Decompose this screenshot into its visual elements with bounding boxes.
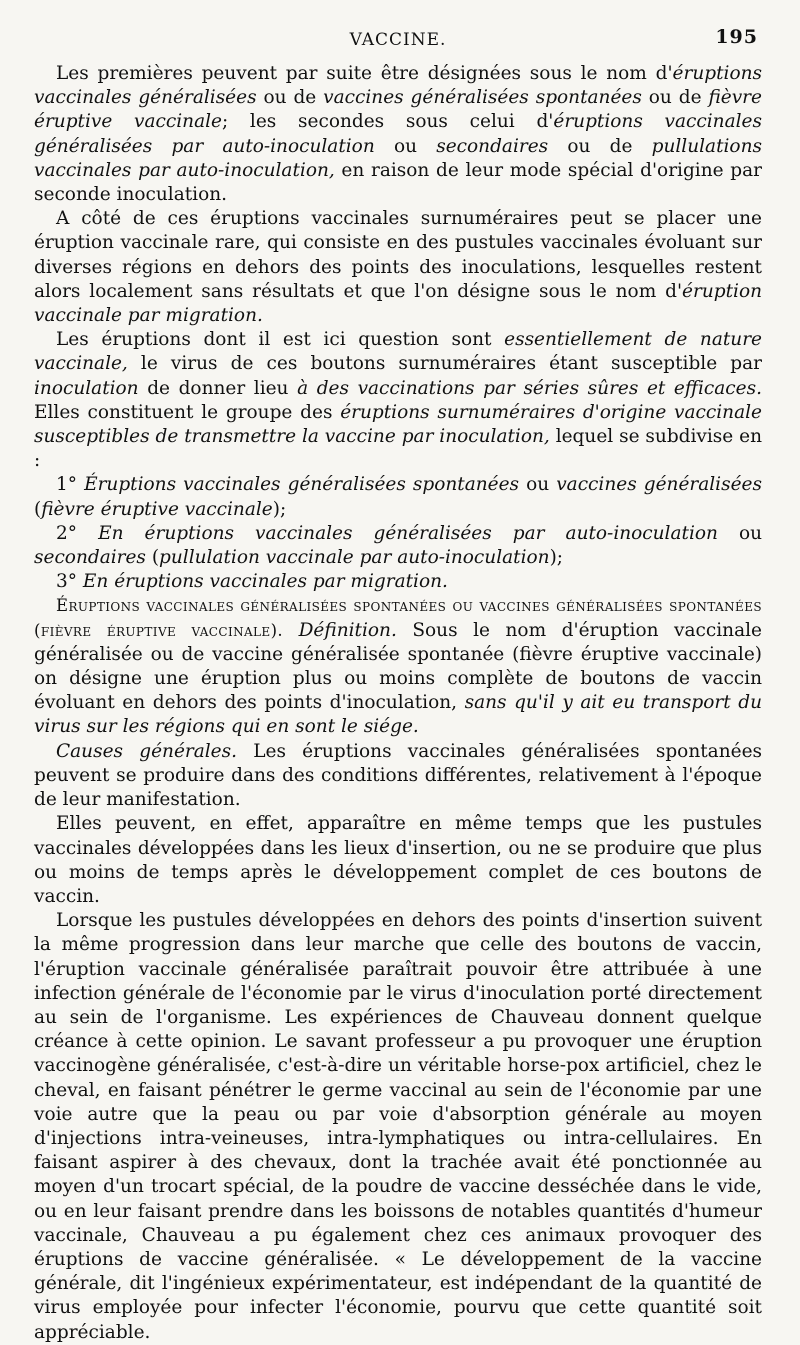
italic-text: vaccines généralisées spontanées	[323, 87, 642, 109]
section-heading-text: Éruptions vaccinales généralisées spontanées ou vaccines généralisées spontanées (fièvre éruptive vaccinale).	[34, 596, 762, 640]
paragraph	[34, 909, 762, 1345]
text-run: 1°	[56, 474, 85, 496]
italic-text: vaccines généralisées	[556, 474, 762, 496]
italic-text: inoculation	[34, 377, 139, 399]
text-run: );	[272, 498, 287, 520]
text-run: Elles peuvent, en effet, apparaître en même temps que les pustules vaccinales développées dans les lieux d'insertion, ou ne se produire que plus ou moins de temps après le développement complet de ces boutons de vaccin.	[34, 813, 762, 907]
italic-text: pullulation vaccinale par auto-inoculation	[159, 547, 550, 569]
text-run: Elles constituent le groupe des	[34, 401, 341, 423]
text-run: (	[145, 547, 160, 569]
italic-text: Éruptions vaccinales généralisées spontanées	[84, 474, 520, 496]
italic-text: éruptions surnuméraires d'origine vaccinale susceptibles de transmettre la vaccine par inoculation,	[34, 401, 762, 448]
text-run: A côté de ces éruptions vaccinales surnuméraires peut se placer une éruption vaccinale rare, qui consiste en des pustules vaccinales évoluant sur diverses régions en dehors des points des inoculations, lesquelles restent alors localement sans résultats et que l'on désigne sous le nom d'	[34, 208, 762, 302]
italic-text: Définition.	[298, 619, 397, 641]
paragraph	[34, 62, 762, 207]
italic-text: éruptions vaccinales généralisées	[34, 63, 762, 109]
italic-text: En éruptions vaccinales par migration.	[82, 571, 448, 593]
italic-text: fièvre éruptive vaccinale	[41, 498, 273, 520]
italic-text: secondaires	[34, 547, 146, 569]
italic-text: secondaires	[436, 135, 549, 157]
text-run	[283, 620, 299, 641]
text-run: Lorsque les pustules développées en dehors des points d'insertion suivent la même progression dans leur marche que celle des boutons de vaccin, l'éruption vaccinale généralisée paraîtrait pouvoir être attribuée à une infection générale de l'économie par le virus d'inoculation porté directement au sein de l'organisme. Les expériences de Chauveau donnent quelque créance à cette opinion. Le savant professeur a pu provoquer une éruption vaccinogène généralisée, c'est-à-dire un véritable horse-pox artificiel, chez le cheval, en faisant pénétrer le germe vaccinal au sein de l'économie par une voie autre que la peau ou par voie d'absorption générale au moyen d'injections intra-veineuses, intra-lymphatiques ou intra-cellulaires. En faisant aspirer à des chevaux, dont la trachée avait été ponctionnée au moyen d'un trocart spécial, de la poudre de vaccine desséchée dans le vide, ou en leur faisant prendre dans les boissons de notables quantités d'humeur vaccinale, Chauveau a pu également chez ces animaux provoquer des éruptions de vaccine généralisée. « Le développement de la vaccine générale, dit l'ingénieux expérimentateur, est indépendant de la quantité de virus employée pour infecter l'économie, pourvu que cette quantité soit appréciable.	[34, 910, 762, 1343]
running-head	[34, 26, 762, 62]
paragraph	[34, 812, 762, 909]
text-run: en raison de leur mode spécial d'origine par seconde inoculation.	[34, 159, 762, 206]
text-run: ou de	[641, 87, 709, 109]
italic-text: essentiellement de nature vaccinale,	[34, 329, 763, 375]
italic-text: à des vaccinations par séries sûres et efficaces.	[297, 377, 762, 399]
text-run: ou	[519, 474, 557, 496]
italic-text: fièvre éruptive vaccinale	[34, 87, 762, 133]
italic-text: Causes générales.	[56, 740, 238, 762]
italic-text: éruption vaccinale par migration.	[34, 280, 762, 327]
text-run: Les éruptions dont il est ici question sont	[56, 329, 505, 351]
italic-text: sans qu'il y ait eu transport du virus sur les régions qui en sont le siége.	[34, 692, 762, 738]
running-title: VACCINE.	[349, 30, 447, 50]
text-run: ou de	[256, 87, 324, 109]
text-run: Sous le nom d'éruption vaccinale généralisée ou de vaccine généralisée spontanée (fièvre éruptive vaccinale) on désigne une éruption plus ou moins complète de boutons de vaccin évoluant en dehors des points d'inoculation,	[34, 619, 762, 714]
italic-text: pullulations vaccinales par auto-inoculation,	[34, 135, 762, 181]
text-run: ou	[374, 135, 437, 157]
italic-text: En éruptions vaccinales généralisées par auto-inoculation	[98, 522, 718, 544]
text-run: ou de	[548, 135, 652, 157]
text-run: );	[549, 547, 564, 569]
italic-text: éruptions vaccinales généralisées par auto-inoculation	[34, 111, 762, 157]
body-text	[34, 62, 762, 1345]
text-run: (	[34, 498, 42, 520]
text-run: ; les secondes sous celui d'	[221, 111, 554, 133]
paragraph	[34, 740, 762, 813]
text-run: Les éruptions vaccinales généralisées spontanées peuvent se produire dans des conditions différentes, relativement à l'époque de leur manifestation.	[34, 740, 763, 811]
list-item-paragraph	[34, 570, 762, 594]
list-item-paragraph	[34, 522, 762, 570]
text-run: Les premières peuvent par suite être désignées sous le nom d'	[56, 63, 673, 84]
paragraph	[34, 328, 762, 473]
text-run: ou	[717, 522, 763, 544]
text-run: le virus de ces boutons surnuméraires étant susceptible par	[127, 353, 762, 375]
text-run: 3°	[56, 571, 83, 593]
text-run: 2°	[56, 522, 99, 544]
paragraph	[34, 594, 762, 739]
page-number: 195	[715, 26, 758, 48]
list-item-paragraph	[34, 473, 762, 521]
text-run: lequel se subdivise en :	[34, 426, 763, 472]
paragraph	[34, 207, 762, 328]
text-run: de donner lieu	[138, 377, 298, 399]
